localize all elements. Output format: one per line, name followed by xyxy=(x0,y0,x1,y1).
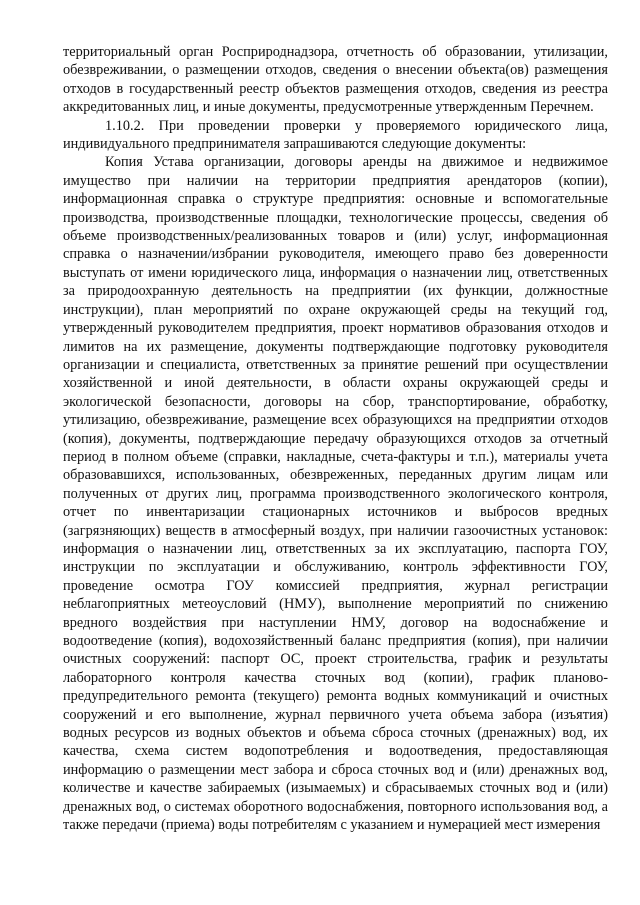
document-page xyxy=(63,43,608,834)
paragraph-continuation: территориальный орган Росприроднадзора, отчетность об образовании, утилизации, обезвреживании, о размещении отходов, сведения о внесении объекта(ов) размещения отходов в государственный реестр объектов размещения отходов, сведения из реестра аккредитованных лиц, и иные документы, предусмотренные утвержденным Перечнем. xyxy=(63,44,608,116)
paragraph-document-list: Копия Устава организации, договоры аренды на движимое и недвижимое имущество при наличии на территории предприятия арендаторов (копии), информационная справка о структуре предприятия: основные и вспомогательные производства, производственные площадки, технологические процессы, сведения об объеме производственных/реализованных товаров и (или) услуг, информационная справка о назначении/избрании руководителя, имеющего право без доверенности выступать от имени юридического лица, информация о назначении лиц, ответственных за природоохранную деятельность на предприятии (их функции, должностные инструкции), план мероприятий по охране окружающей среды на текущий год, утвержденный руководителем предприятия, проект нормативов образования отходов и лимитов на их размещение, документы подтверждающие подготовку руководителя организации и специалиста, ответственных за принятие решений при осуществлении хозяйственной и иной деятельности, в области охраны окружающей среды и экологической безопасности, договоры на сбор, транспортирование, обработку, утилизацию, обезвреживание, размещение всех образующихся на предприятии отходов (копия), документы, подтверждающие передачу образующихся отходов за отчетный период в полном объеме (справки, накладные, счета-фактуры и т.п.), материалы учета образовавшихся, использованных, обезвреженных, переданных другим лицам или полученных от других лиц, программа производственного экологического контроля, отчет по инвентаризации стационарных источников и выбросов вредных (загрязняющих) веществ в атмосферный воздух, при наличии газоочистных установок: информация о назначении лиц, ответственных за их эксплуатацию, паспорта ГОУ, инструкции по эксплуатации и обслуживанию, контроль эффективности ГОУ, проведение осмотра ГОУ комиссией предприятия, журнал регистрации неблагоприятных метеоусловий (НМУ), выполнение мероприятий по снижению вредного воздействия при наступлении НМУ, договор на водоснабжение и водоотведение (копия), водохозяйственный баланс предприятия (копия), при наличии очистных сооружений: паспорт ОС, проект строительства, график и результаты лабораторного контроля качества сточных вод (копии), график планово-предупредительного ремонта (текущего) ремонта водных коммуникаций и очистных сооружений и его выполнение, журнал первичного учета объема забора (изъятия) водных ресурсов из водных объектов и объема сброса сточных (дренажных) вод, их качества, схема систем водопотребления и водоотведения, предоставляющая информацию о размещении мест забора и сброса сточных вод и (или) дренажных вод, количестве и качестве забираемых (изымаемых) и сбрасываемых сточных вод и (или) дренажных вод, о системах оборотного водоснабжения, повторного использования вод, а также передачи (приема) воды потребителям с указанием и нумерацией мест измерения xyxy=(63,154,608,834)
paragraph-section-1-10-2: 1.10.2. При проведении проверки у проверяемого юридического лица, индивидуального предпринимателя запрашиваются следующие документы: xyxy=(63,117,608,153)
